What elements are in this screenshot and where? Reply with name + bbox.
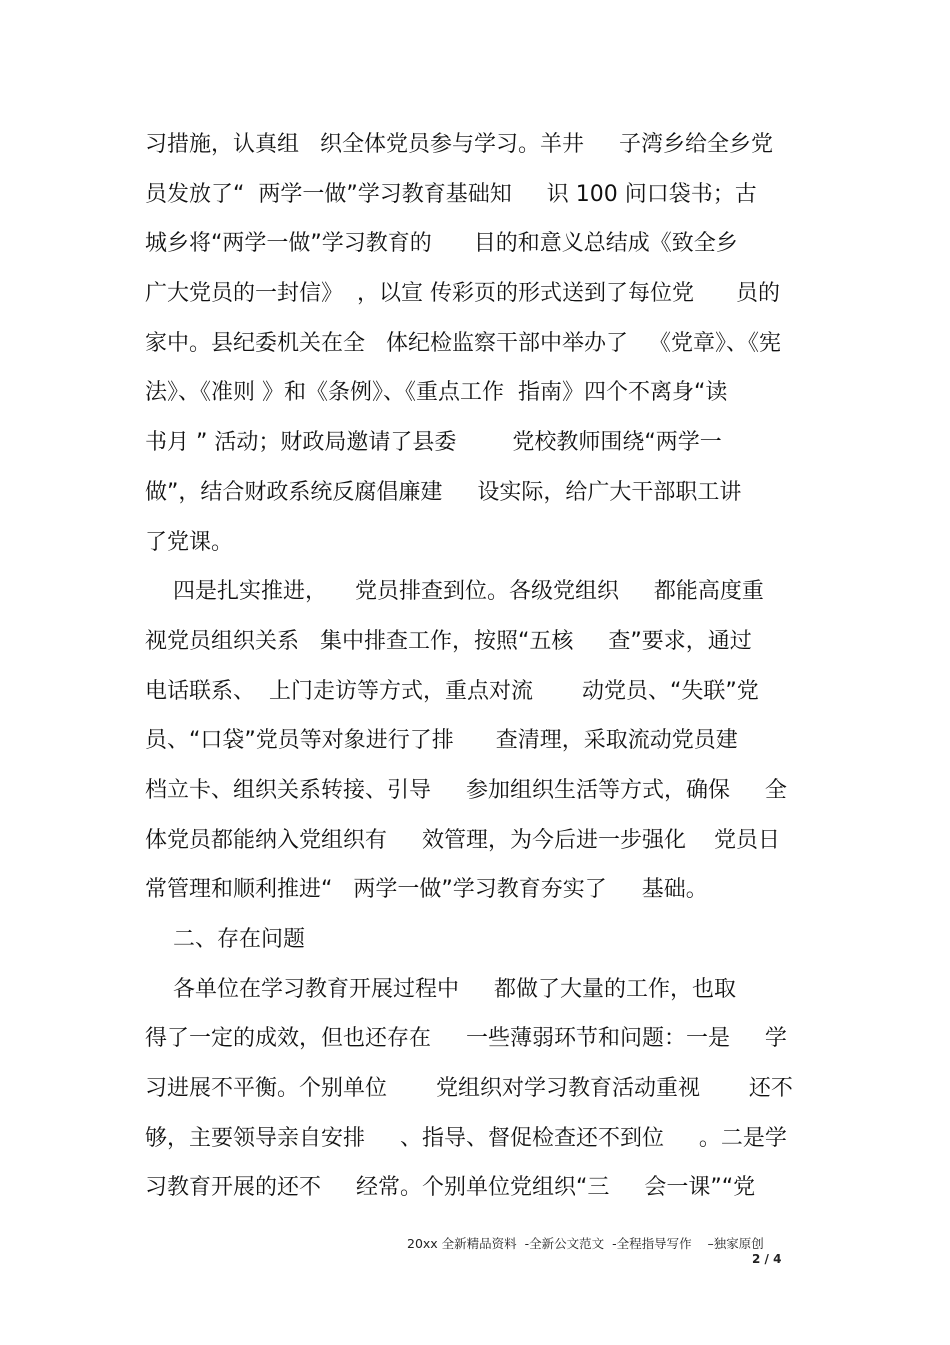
text-line: 做”，结合财政系统反腐倡廉建 设实际，给广大干部职工讲 — [145, 479, 742, 505]
text-line: 城乡将“两学一做”学习教育的 目的和意义总结成《致全乡 — [145, 231, 738, 257]
text-line: 员发放了“ 两学一做”学习教育基础知 识 100 问口袋书；古 — [145, 181, 757, 207]
text-line: 书月 ” 活动；财政局邀请了县委 党校教师围绕“两学一 — [145, 430, 722, 456]
text-line: 够，主要领导亲自安排 、指导、督促检查还不到位 。二是学 — [145, 1125, 787, 1151]
text-line: 四是扎实推进， 党员排查到位。各级党组织 都能高度重 — [145, 579, 764, 605]
text-line: 家中。县纪委机关在全 体纪检监察干部中举办了 《党章》、《宪 — [145, 330, 781, 356]
text-line: 得了一定的成效，但也还存在 一些薄弱环节和问题：一是 学 — [145, 1026, 787, 1052]
section-heading: 二、存在问题 — [145, 927, 305, 952]
text-line: 法》、《准则 》和《条例》、《重点工作 指南》四个不离身“读 — [145, 380, 728, 406]
text-line: 常管理和顺利推进“ 两学一做”学习教育夯实了 基础。 — [145, 877, 708, 903]
text-line: 习教育开展的还不 经常。个别单位党组织“三 会一课”“党 — [145, 1175, 756, 1201]
text-line: 习进展不平衡。个别单位 党组织对学习教育活动重视 还不 — [145, 1076, 793, 1102]
text-line: 了党课。 — [145, 529, 234, 555]
text-line: 员、“口袋”党员等对象进行了排 查清理，采取流动党员建 — [145, 728, 738, 754]
text-line: 档立卡、组织关系转接、引导 参加组织生活等方式，确保 全 — [145, 777, 787, 803]
page-number: 2 / 4 — [752, 1252, 782, 1266]
text-line: 体党员都能纳入党组织有 效管理，为今后进一步强化 党员日 — [145, 827, 780, 853]
text-line: 广大党员的一封信》 ，以宣 传彩页的形式送到了每位党 员的 — [145, 281, 780, 307]
body-text — [145, 120, 815, 1213]
text-line: 各单位在学习教育开展过程中 都做了大量的工作，也取 — [145, 976, 736, 1002]
text-line: 视党员组织关系 集中排查工作，按照“五核 查”要求，通过 — [145, 628, 752, 654]
footer-note: 20xx 全新精品资料 -全新公文范文 -全程指导写作 –独家原创 — [407, 1236, 764, 1251]
text-line: 习措施，认真组 织全体党员参与学习。羊井 子湾乡给全乡党 — [145, 132, 773, 157]
text-line: 电话联系、 上门走访等方式，重点对流 动党员、“失联”党 — [145, 678, 759, 704]
